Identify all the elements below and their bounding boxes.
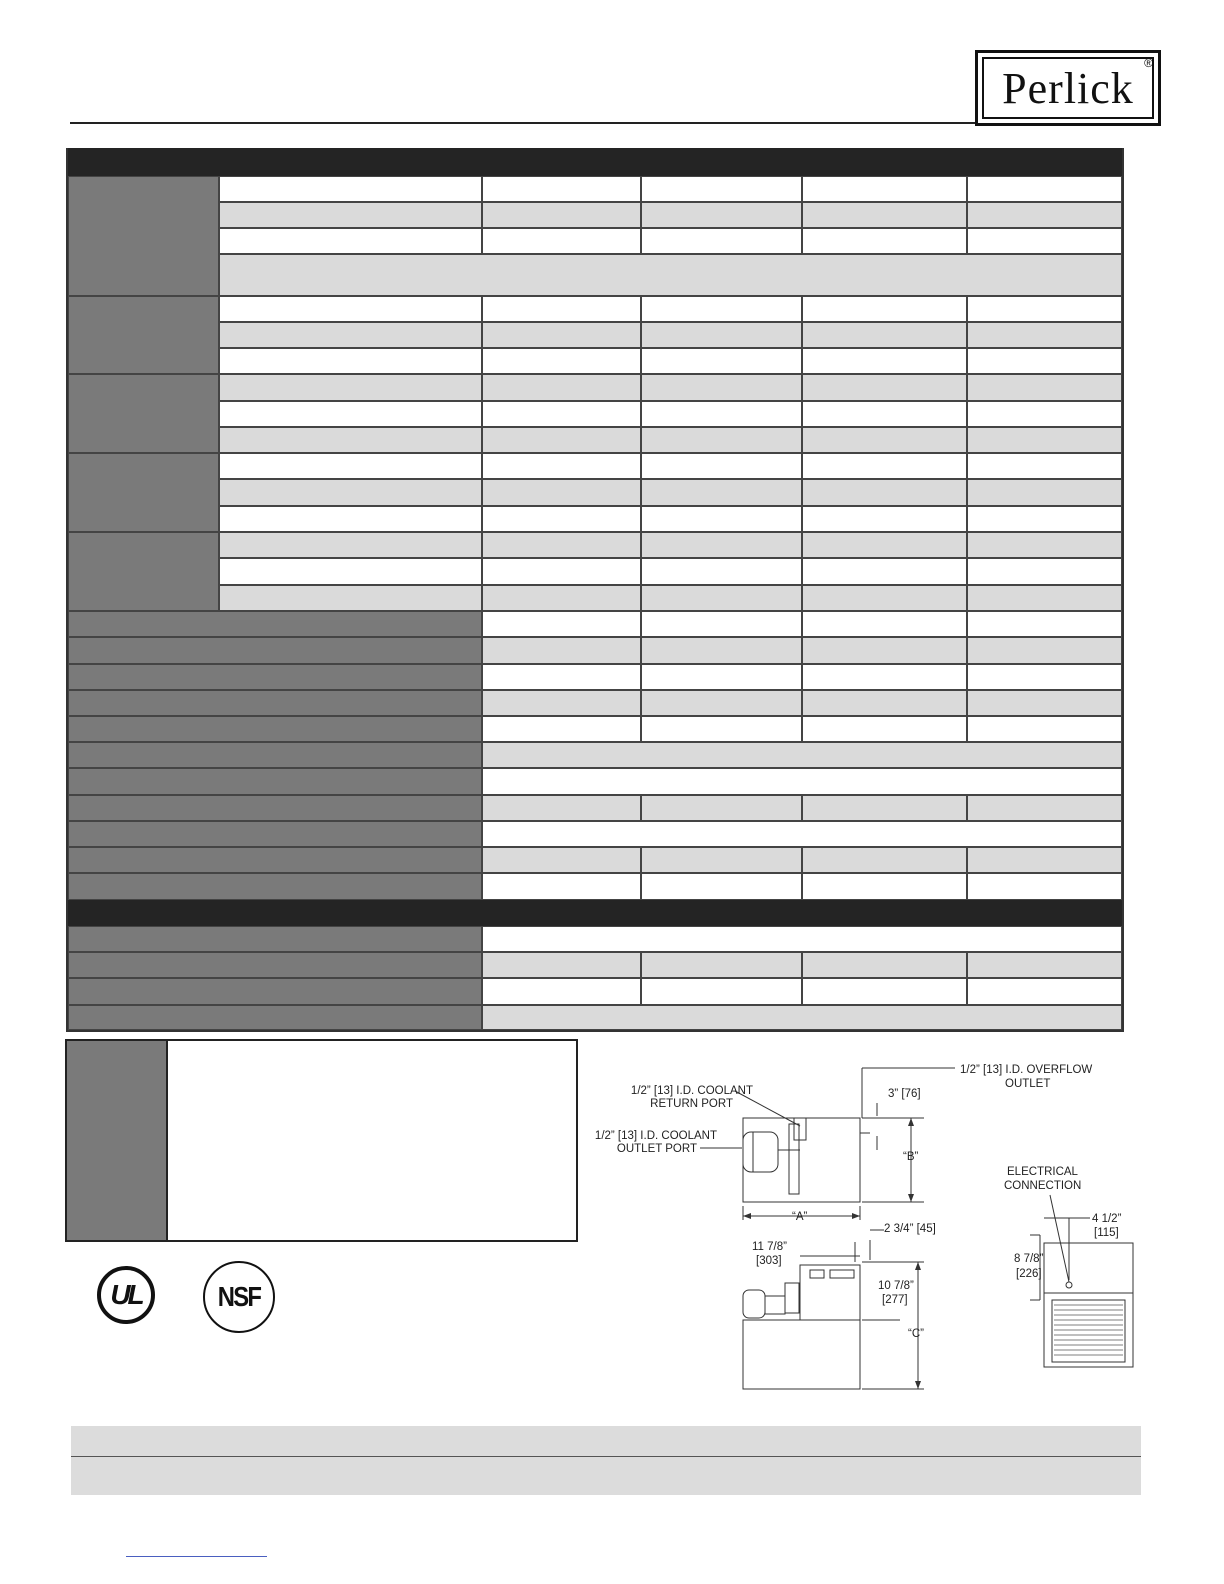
spec-value-cell — [967, 176, 1122, 202]
spec-value-cell — [482, 401, 641, 427]
spec-value-cell — [967, 585, 1122, 611]
spec-value-cell — [967, 453, 1122, 479]
label-dim-11-7-8-2: [303] — [756, 1255, 782, 1267]
header-rule — [70, 122, 976, 124]
brand-logo — [975, 50, 1161, 126]
spec-table — [66, 148, 1124, 1032]
spec-value-cell — [967, 847, 1122, 873]
spec-value-cell — [967, 952, 1122, 978]
spec-value-cell — [482, 847, 641, 873]
registered-mark: ® — [1144, 56, 1153, 70]
spec-value-cell — [482, 202, 641, 228]
spec-value-cell — [641, 716, 802, 742]
spec-value-cell — [641, 348, 802, 374]
spec-value-cell — [641, 847, 802, 873]
label-dim-a: “A” — [792, 1211, 808, 1223]
spec-value-cell — [482, 795, 641, 821]
spec-row-label-cell — [68, 742, 482, 768]
ul-mark-text: UL — [110, 1279, 142, 1310]
label-coolant-outlet-1: 1/2” [13] I.D. COOLANT — [594, 1130, 717, 1142]
spec-sublabel-cell — [219, 228, 482, 254]
spec-merged-value-cell — [482, 742, 1122, 768]
front-view-grille — [1052, 1300, 1125, 1362]
spec-value-cell — [802, 296, 967, 322]
spec-row-label-cell — [68, 847, 482, 873]
spec-value-cell — [802, 453, 967, 479]
spec-value-cell — [482, 585, 641, 611]
spec-value-cell — [802, 322, 967, 348]
spec-value-cell — [482, 716, 641, 742]
spec-value-cell — [641, 176, 802, 202]
spec-row-label-cell — [68, 978, 482, 1005]
label-overflow-1: 1/2” [13] I.D. OVERFLOW — [960, 1064, 1093, 1076]
spec-merged-note-cell — [219, 254, 1122, 296]
spec-value-cell — [641, 532, 802, 558]
spec-merged-value-cell — [482, 821, 1122, 847]
spec-value-cell — [641, 453, 802, 479]
spec-value-cell — [802, 176, 967, 202]
spec-value-cell — [641, 664, 802, 690]
spec-value-cell — [482, 348, 641, 374]
spec-value-cell — [967, 532, 1122, 558]
spec-value-cell — [641, 427, 802, 453]
dimension-drawing — [585, 1055, 1145, 1400]
spec-merged-value-cell — [482, 1005, 1122, 1030]
spec-row-label-cell — [68, 716, 482, 742]
spec-value-cell — [482, 322, 641, 348]
label-dim-8-7-8-1: 8 7/8” — [1014, 1253, 1044, 1265]
spec-value-cell — [967, 873, 1122, 900]
spec-value-cell — [641, 228, 802, 254]
spec-value-cell — [641, 690, 802, 716]
label-dim-10-7-8-1: 10 7/8” — [878, 1280, 914, 1292]
label-dim-4-1-2-1: 4 1/2” — [1092, 1213, 1122, 1225]
spec-sublabel-cell — [219, 176, 482, 202]
spec-sublabel-cell — [219, 585, 482, 611]
spec-value-cell — [967, 374, 1122, 401]
spec-value-cell — [802, 978, 967, 1005]
spec-sublabel-cell — [219, 401, 482, 427]
footer-band-top — [71, 1426, 1141, 1456]
spec-group-label-cell — [68, 453, 219, 532]
spec-value-cell — [967, 795, 1122, 821]
spec-value-cell — [967, 978, 1122, 1005]
spec-sublabel-cell — [219, 558, 482, 585]
spec-value-cell — [802, 479, 967, 506]
spec-value-cell — [967, 664, 1122, 690]
spec-value-cell — [641, 611, 802, 637]
spec-value-cell — [967, 506, 1122, 532]
spec-value-cell — [641, 202, 802, 228]
spec-row-label-cell — [68, 926, 482, 952]
spec-sublabel-cell — [219, 348, 482, 374]
spec-value-cell — [482, 427, 641, 453]
spec-row-label-cell — [68, 690, 482, 716]
spec-row-label-cell — [68, 611, 482, 637]
spec-value-cell — [967, 296, 1122, 322]
spec-value-cell — [641, 296, 802, 322]
spec-value-cell — [482, 664, 641, 690]
spec-value-cell — [802, 228, 967, 254]
spec-row-label-cell — [68, 664, 482, 690]
spec-group-label-cell — [68, 532, 219, 611]
label-dim-3: 3” [76] — [888, 1088, 921, 1100]
spec-value-cell — [802, 611, 967, 637]
label-coolant-return-1: 1/2” [13] I.D. COOLANT — [630, 1085, 753, 1097]
label-dim-b: “B” — [903, 1151, 919, 1163]
spec-row-label-cell — [68, 768, 482, 795]
spec-value-cell — [641, 795, 802, 821]
spec-value-cell — [802, 401, 967, 427]
label-dim-c: “C” — [908, 1328, 924, 1340]
label-dim-11-7-8-1: 11 7/8” — [752, 1241, 787, 1253]
spec-value-cell — [482, 479, 641, 506]
spec-sublabel-cell — [219, 532, 482, 558]
spec-value-cell — [482, 637, 641, 664]
spec-value-cell — [802, 532, 967, 558]
spec-value-cell — [967, 690, 1122, 716]
spec-value-cell — [641, 322, 802, 348]
spec-value-cell — [482, 978, 641, 1005]
nsf-certification-logo — [203, 1261, 275, 1333]
spec-value-cell — [482, 690, 641, 716]
spec-value-cell — [967, 611, 1122, 637]
brand-logo-frame — [982, 57, 1154, 119]
notes-label-column — [67, 1041, 168, 1240]
spec-value-cell — [482, 176, 641, 202]
spec-value-cell — [967, 228, 1122, 254]
spec-value-cell — [482, 873, 641, 900]
side-view-tank — [743, 1320, 860, 1389]
spec-value-cell — [802, 637, 967, 664]
spec-value-cell — [802, 506, 967, 532]
spec-value-cell — [482, 453, 641, 479]
spec-sublabel-cell — [219, 427, 482, 453]
spec-header-bar — [68, 148, 1122, 176]
spec-value-cell — [482, 611, 641, 637]
spec-sublabel-cell — [219, 453, 482, 479]
spec-value-cell — [802, 847, 967, 873]
notes-box — [65, 1039, 578, 1242]
spec-value-cell — [641, 637, 802, 664]
spec-value-cell — [482, 296, 641, 322]
label-electrical-2: CONNECTION — [1004, 1180, 1082, 1192]
top-view-pump — [743, 1132, 778, 1172]
spec-value-cell — [641, 479, 802, 506]
spec-value-cell — [641, 585, 802, 611]
spec-value-cell — [967, 401, 1122, 427]
spec-value-cell — [482, 506, 641, 532]
spec-value-cell — [641, 558, 802, 585]
spec-value-cell — [802, 558, 967, 585]
spec-sublabel-cell — [219, 506, 482, 532]
spec-row-label-cell — [68, 952, 482, 978]
spec-merged-value-cell — [482, 926, 1122, 952]
spec-value-cell — [802, 664, 967, 690]
spec-value-cell — [641, 401, 802, 427]
spec-value-cell — [641, 506, 802, 532]
spec-value-cell — [967, 348, 1122, 374]
spec-value-cell — [802, 202, 967, 228]
spec-group-label-cell — [68, 374, 219, 453]
spec-value-cell — [802, 952, 967, 978]
spec-value-cell — [482, 558, 641, 585]
spec-row-label-cell — [68, 873, 482, 900]
spec-sublabel-cell — [219, 322, 482, 348]
spec-row-label-cell — [68, 1005, 482, 1030]
spec-value-cell — [482, 228, 641, 254]
label-dim-8-7-8-2: [226] — [1016, 1268, 1042, 1280]
spec-value-cell — [802, 873, 967, 900]
spec-value-cell — [802, 348, 967, 374]
spec-group-label-cell — [68, 176, 219, 296]
spec-value-cell — [802, 427, 967, 453]
spec-value-cell — [967, 202, 1122, 228]
spec-row-label-cell — [68, 637, 482, 664]
spec-value-cell — [967, 479, 1122, 506]
spec-value-cell — [802, 716, 967, 742]
label-electrical-1: ELECTRICAL — [1007, 1166, 1078, 1178]
spec-sublabel-cell — [219, 479, 482, 506]
spec-value-cell — [967, 558, 1122, 585]
ul-certification-logo — [97, 1266, 155, 1324]
label-dim-2-3-4: 2 3/4” [45] — [884, 1223, 936, 1235]
spec-row-label-cell — [68, 821, 482, 847]
spec-value-cell — [967, 637, 1122, 664]
label-dim-10-7-8-2: [277] — [882, 1294, 908, 1306]
electrical-connection-point — [1066, 1282, 1072, 1288]
top-view-body — [743, 1118, 860, 1202]
spec-value-cell — [482, 532, 641, 558]
nsf-mark-text: NSF — [217, 1281, 261, 1312]
spec-value-cell — [641, 952, 802, 978]
spec-value-cell — [482, 952, 641, 978]
spec-value-cell — [802, 585, 967, 611]
spec-merged-value-cell — [482, 768, 1122, 795]
footer-band-bottom — [71, 1457, 1141, 1495]
spec-value-cell — [802, 795, 967, 821]
spec-row-label-cell — [68, 795, 482, 821]
spec-value-cell — [967, 427, 1122, 453]
spec-value-cell — [641, 978, 802, 1005]
brand-name: Perlick — [1002, 64, 1134, 113]
label-dim-4-1-2-2: [115] — [1094, 1227, 1119, 1239]
spec-section-bar — [68, 900, 1122, 926]
spec-value-cell — [641, 873, 802, 900]
label-coolant-outlet-2: OUTLET PORT — [616, 1143, 697, 1155]
spec-value-cell — [967, 322, 1122, 348]
spec-value-cell — [641, 374, 802, 401]
spec-value-cell — [482, 374, 641, 401]
spec-value-cell — [802, 374, 967, 401]
footer-link-underline[interactable] — [126, 1556, 267, 1557]
front-view-head — [1044, 1243, 1133, 1293]
spec-value-cell — [967, 716, 1122, 742]
label-coolant-return-2: RETURN PORT — [650, 1098, 733, 1110]
spec-value-cell — [802, 690, 967, 716]
spec-sublabel-cell — [219, 296, 482, 322]
spec-sublabel-cell — [219, 202, 482, 228]
spec-group-label-cell — [68, 296, 219, 374]
label-overflow-2: OUTLET — [1005, 1078, 1051, 1090]
spec-sublabel-cell — [219, 374, 482, 401]
